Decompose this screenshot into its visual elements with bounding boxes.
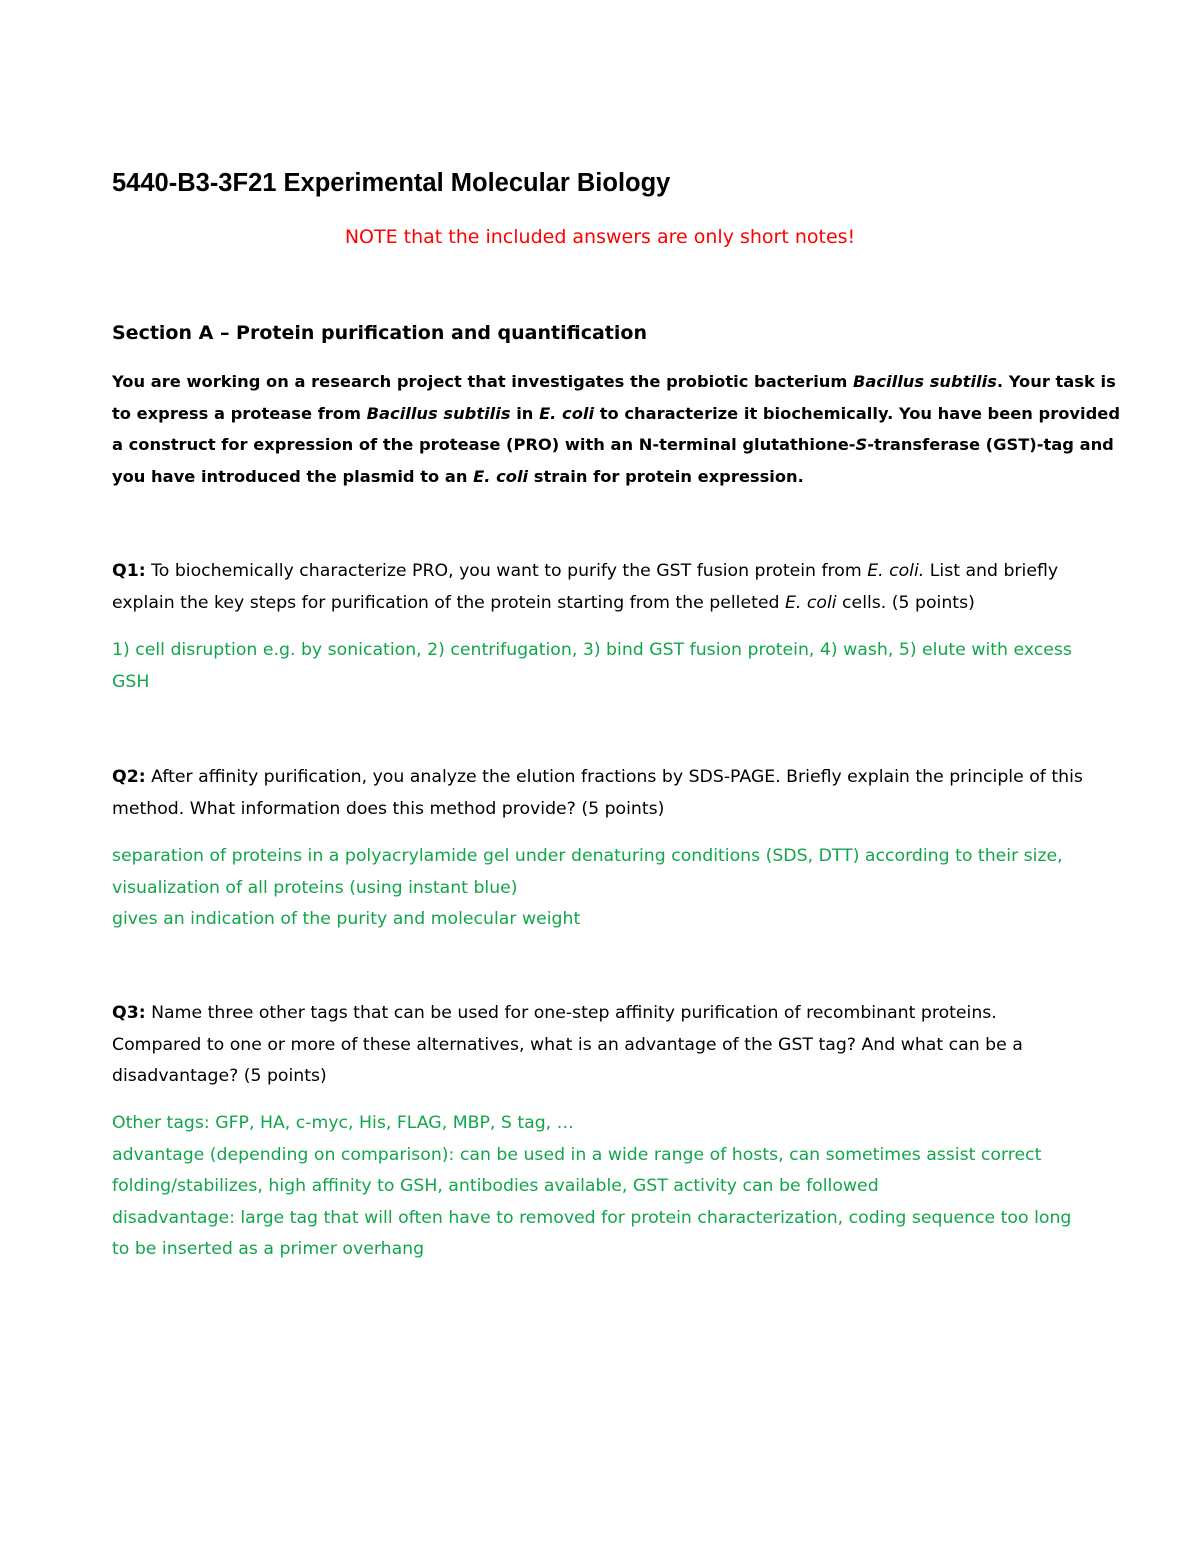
question-3	[112, 998, 1023, 1093]
question-1	[112, 556, 1058, 619]
species-name: Bacillus subtilis	[853, 372, 997, 391]
question-2	[112, 762, 1083, 825]
question-line	[112, 998, 1023, 1030]
intro-text: in	[510, 403, 540, 423]
answer-line: advantage (depending on comparison): can be used in a wide range of hosts, can sometimes assist correct	[112, 1144, 1042, 1165]
answer-line: 1) cell disruption e.g. by sonication, 2) centrifugation, 3) bind GST fusion protein, 4) wash, 5) elute with excess	[112, 640, 1072, 660]
question-line: method. What information does this method provide? (5 points)	[112, 798, 665, 819]
answer-line: visualization of all proteins (using instant blue)	[112, 877, 518, 898]
intro-text: you have introduced the plasmid to an	[112, 466, 474, 486]
question-text: cells. (5 points)	[836, 592, 975, 613]
answer-1	[112, 635, 1072, 698]
question-text: After affinity purification, you analyze the elution fractions by SDS-PAGE. Briefly explain the principle of this	[145, 767, 1083, 787]
intro-text: to characterize it biochemically. You have been provided	[594, 403, 1120, 423]
answer-line: gives an indication of the purity and molecular weight	[112, 909, 581, 929]
intro-paragraph	[112, 366, 1120, 492]
species-name: E. coli	[539, 403, 595, 423]
intro-line	[112, 398, 1120, 430]
question-label: Q1:	[112, 561, 146, 581]
document-title: 5440-B3-3F21 Experimental Molecular Biology	[112, 169, 671, 197]
species-name: E. coli.	[867, 561, 925, 581]
question-line	[112, 556, 1058, 588]
question-text: To biochemically characterize PRO, you want to purify the GST fusion protein from	[145, 561, 868, 581]
answer-line: GSH	[112, 671, 150, 692]
intro-line	[112, 366, 1120, 398]
intro-text: a construct for expression of the protease (PRO) with an N-terminal glutathione-	[112, 435, 856, 454]
intro-text: -transferase (GST)-tag and	[867, 435, 1114, 454]
answer-line: separation of proteins in a polyacrylamide gel under denaturing conditions (SDS, DTT) according to their size,	[112, 846, 1063, 866]
intro-text: . Your task is	[996, 372, 1116, 391]
answer-line: disadvantage: large tag that will often have to removed for protein characterization, coding sequence too long	[112, 1207, 1072, 1228]
species-name: E. coli	[784, 592, 837, 613]
answers-note: NOTE that the included answers are only short notes!	[344, 226, 856, 248]
intro-line	[112, 429, 1120, 461]
intro-text: strain for protein expression.	[528, 466, 804, 486]
question-line: disadvantage? (5 points)	[112, 1066, 327, 1086]
species-name: E. coli	[473, 466, 529, 486]
intro-text: You are working on a research project that investigates the probiotic bacterium	[112, 372, 853, 391]
question-label: Q2:	[112, 767, 146, 787]
answer-3	[112, 1108, 1071, 1266]
question-text: explain the key steps for purification of the protein starting from the pelleted	[112, 592, 785, 613]
question-text: List and briefly	[924, 561, 1059, 581]
section-heading: Section A – Protein purification and quantification	[112, 322, 647, 344]
question-label: Q3:	[112, 1003, 146, 1023]
intro-line	[112, 461, 1120, 493]
answer-line: to be inserted as a primer overhang	[112, 1239, 425, 1259]
question-text: Name three other tags that can be used for one-step affinity purification of recombinant proteins.	[145, 1003, 997, 1023]
answer-line: folding/stabilizes, high affinity to GSH, antibodies available, GST activity can be followed	[112, 1176, 879, 1196]
question-line	[112, 762, 1083, 794]
question-line	[112, 588, 1058, 620]
intro-text: to express a protease from	[112, 403, 367, 423]
species-name: Bacillus subtilis	[366, 403, 511, 423]
question-line: Compared to one or more of these alternatives, what is an advantage of the GST tag? And what can be a	[112, 1034, 1023, 1055]
answer-line: Other tags: GFP, HA, c-myc, His, FLAG, MBP, S tag, …	[112, 1113, 574, 1133]
answer-2	[112, 841, 1063, 936]
italic-letter: S	[855, 435, 868, 454]
